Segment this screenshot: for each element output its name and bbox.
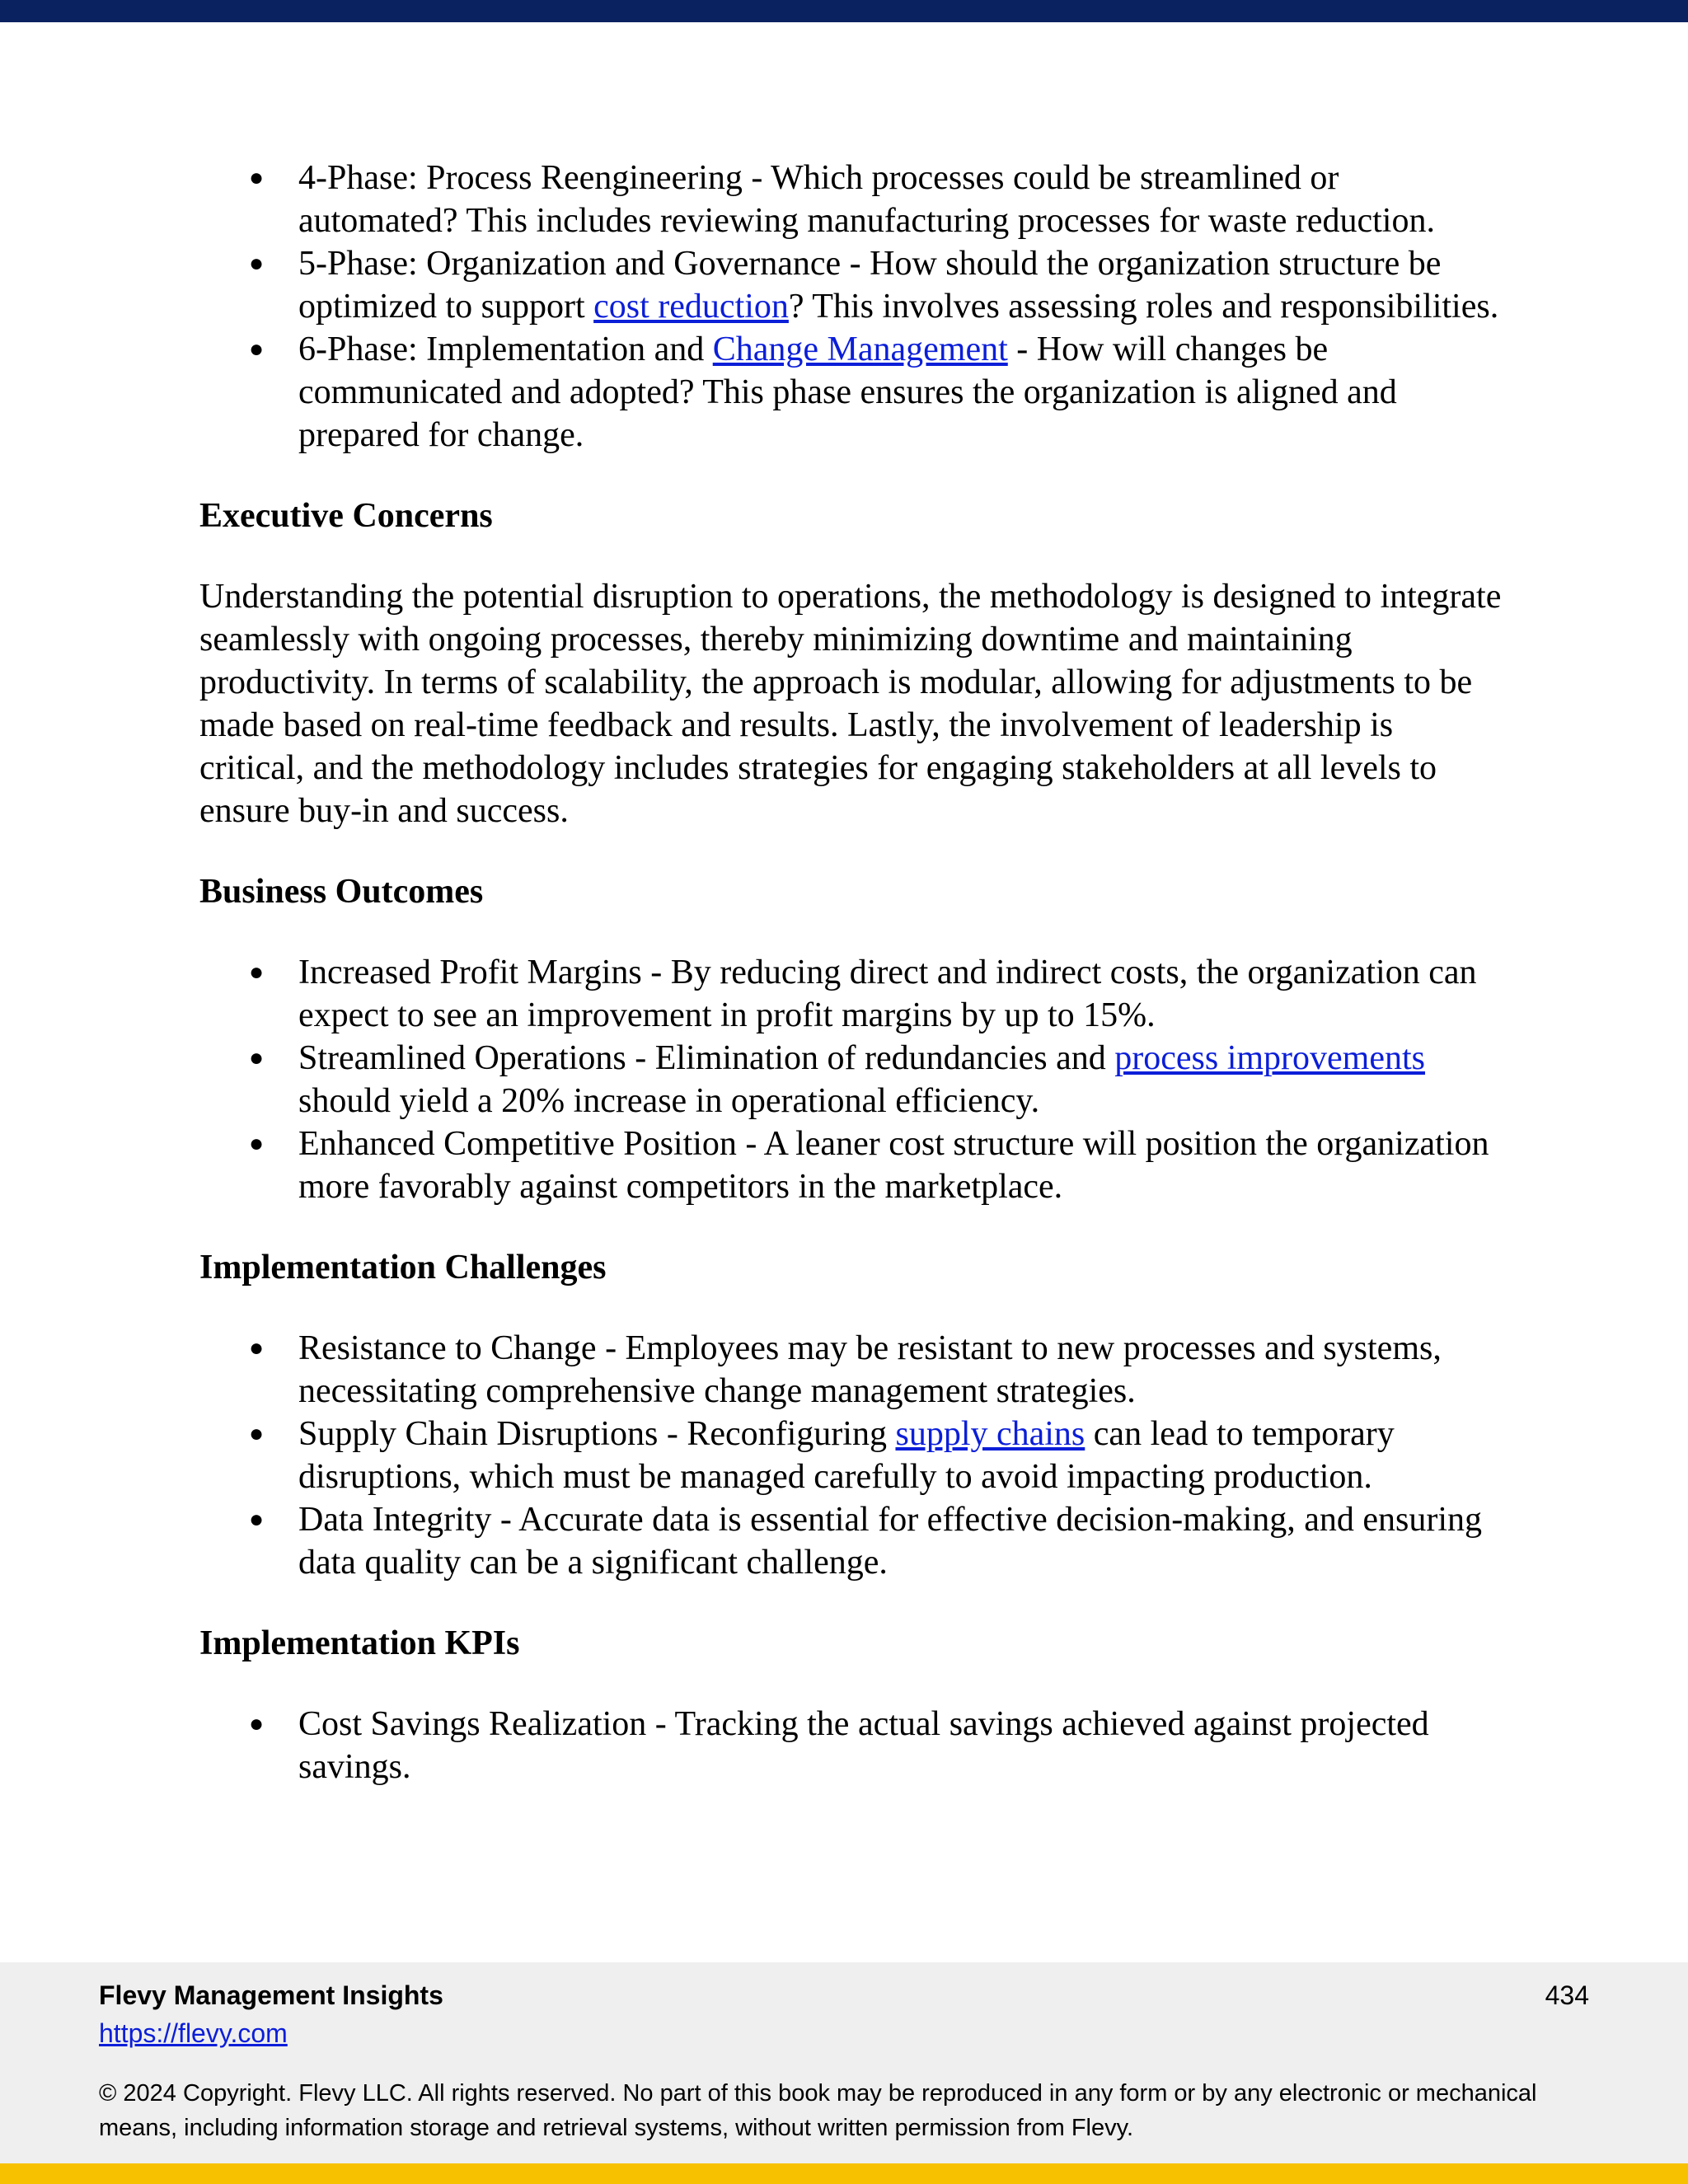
list-item-text: Enhanced Competitive Position - A leaner cost structure will position the organization more favorably against competitors in the marketplace. bbox=[298, 1125, 1489, 1206]
list-item bbox=[199, 242, 1502, 328]
list-item-text: 6-Phase: Implementation and bbox=[298, 330, 713, 368]
list-item bbox=[199, 951, 1502, 1037]
bullet-icon: ● bbox=[249, 1044, 265, 1071]
implementation-challenges-heading: Implementation Challenges bbox=[199, 1249, 607, 1286]
implementation-kpis-list bbox=[199, 1703, 1502, 1788]
implementation-kpis-heading: Implementation KPIs bbox=[199, 1624, 520, 1662]
copyright-notice: © 2024 Copyright. Flevy LLC. All rights reserved. No part of this book may be reproduced in any form or by any electronic or mechanical means, including information storage and retrieval systems, without written permission from Flevy. bbox=[99, 2080, 1537, 2141]
bullet-icon: ● bbox=[249, 1710, 265, 1737]
business-outcomes-list bbox=[199, 951, 1502, 1208]
bullet-icon: ● bbox=[249, 1420, 265, 1447]
list-item bbox=[199, 328, 1502, 457]
supply-chains-link[interactable]: supply chains bbox=[895, 1415, 1085, 1453]
bullet-icon: ● bbox=[249, 1506, 265, 1533]
list-item-text: Streamlined Operations - Elimination of redundancies and bbox=[298, 1039, 1115, 1077]
cost-reduction-link[interactable]: cost reduction bbox=[593, 288, 789, 326]
top-accent-bar bbox=[0, 0, 1688, 22]
bullet-icon: ● bbox=[249, 164, 265, 191]
bottom-accent-bar bbox=[0, 2163, 1688, 2184]
list-item bbox=[199, 1413, 1502, 1498]
footer-title: Flevy Management Insights bbox=[99, 1980, 443, 2010]
list-item-text: - How will changes be communicated and adopted? This phase ensures the organization is aligned and prepared for change. bbox=[298, 330, 1397, 454]
footer-url-link[interactable]: https://flevy.com bbox=[99, 2018, 288, 2048]
phase-list bbox=[199, 157, 1502, 457]
list-item bbox=[199, 1037, 1502, 1122]
list-item bbox=[199, 1327, 1502, 1413]
bullet-icon: ● bbox=[249, 1334, 265, 1361]
list-item bbox=[199, 1122, 1502, 1208]
change-management-link[interactable]: Change Management bbox=[712, 330, 1008, 368]
list-item bbox=[199, 1703, 1502, 1788]
list-item-text: Cost Savings Realization - Tracking the actual savings achieved against projected savings. bbox=[298, 1705, 1429, 1786]
list-item-text: Data Integrity - Accurate data is essential for effective decision-making, and ensuring data quality can be a significant challenge. bbox=[298, 1501, 1483, 1582]
list-item-text: Resistance to Change - Employees may be resistant to new processes and systems, necessitating comprehensive change management strategies. bbox=[298, 1329, 1442, 1410]
implementation-challenges-list bbox=[199, 1327, 1502, 1584]
bullet-icon: ● bbox=[249, 1130, 265, 1157]
list-item-text: can lead to temporary disruptions, which must be managed carefully to avoid impacting production. bbox=[298, 1415, 1395, 1496]
document-body bbox=[199, 157, 1502, 1788]
page-number: 434 bbox=[1545, 1980, 1589, 2010]
list-item-text: 4-Phase: Process Reengineering - Which processes could be streamlined or automated? This includes reviewing manufacturing processes for waste reduction. bbox=[298, 159, 1435, 240]
list-item-text: Increased Profit Margins - By reducing direct and indirect costs, the organization can expect to see an improvement in profit margins by up to 15%. bbox=[298, 954, 1477, 1034]
list-item-text: 5-Phase: Organization and Governance - How should the organization structure be optimized to support bbox=[298, 245, 1442, 326]
bullet-icon: ● bbox=[249, 335, 265, 363]
bullet-icon: ● bbox=[249, 958, 265, 986]
list-item-text: should yield a 20% increase in operational efficiency. bbox=[298, 1082, 1040, 1120]
list-item-text: Supply Chain Disruptions - Reconfiguring bbox=[298, 1415, 896, 1453]
business-outcomes-heading: Business Outcomes bbox=[199, 873, 484, 911]
list-item-text: ? This involves assessing roles and responsibilities. bbox=[788, 288, 1499, 326]
list-item bbox=[199, 157, 1502, 242]
executive-concerns-paragraph: Understanding the potential disruption to operations, the methodology is designed to integrate seamlessly with ongoing processes, thereby minimizing downtime and maintaining productivity. In terms of scalability, the approach is modular, allowing for adjustments to be made based on real-time feedback and results. Lastly, the involvement of leadership is critical, and the methodology includes strategies for engaging stakeholders at all levels to ensure buy-in and success. bbox=[199, 578, 1502, 830]
process-improvements-link[interactable]: process improvements bbox=[1114, 1039, 1425, 1077]
bullet-icon: ● bbox=[249, 250, 265, 277]
list-item bbox=[199, 1498, 1502, 1584]
executive-concerns-heading: Executive Concerns bbox=[199, 497, 493, 535]
page-footer bbox=[0, 1962, 1688, 2163]
